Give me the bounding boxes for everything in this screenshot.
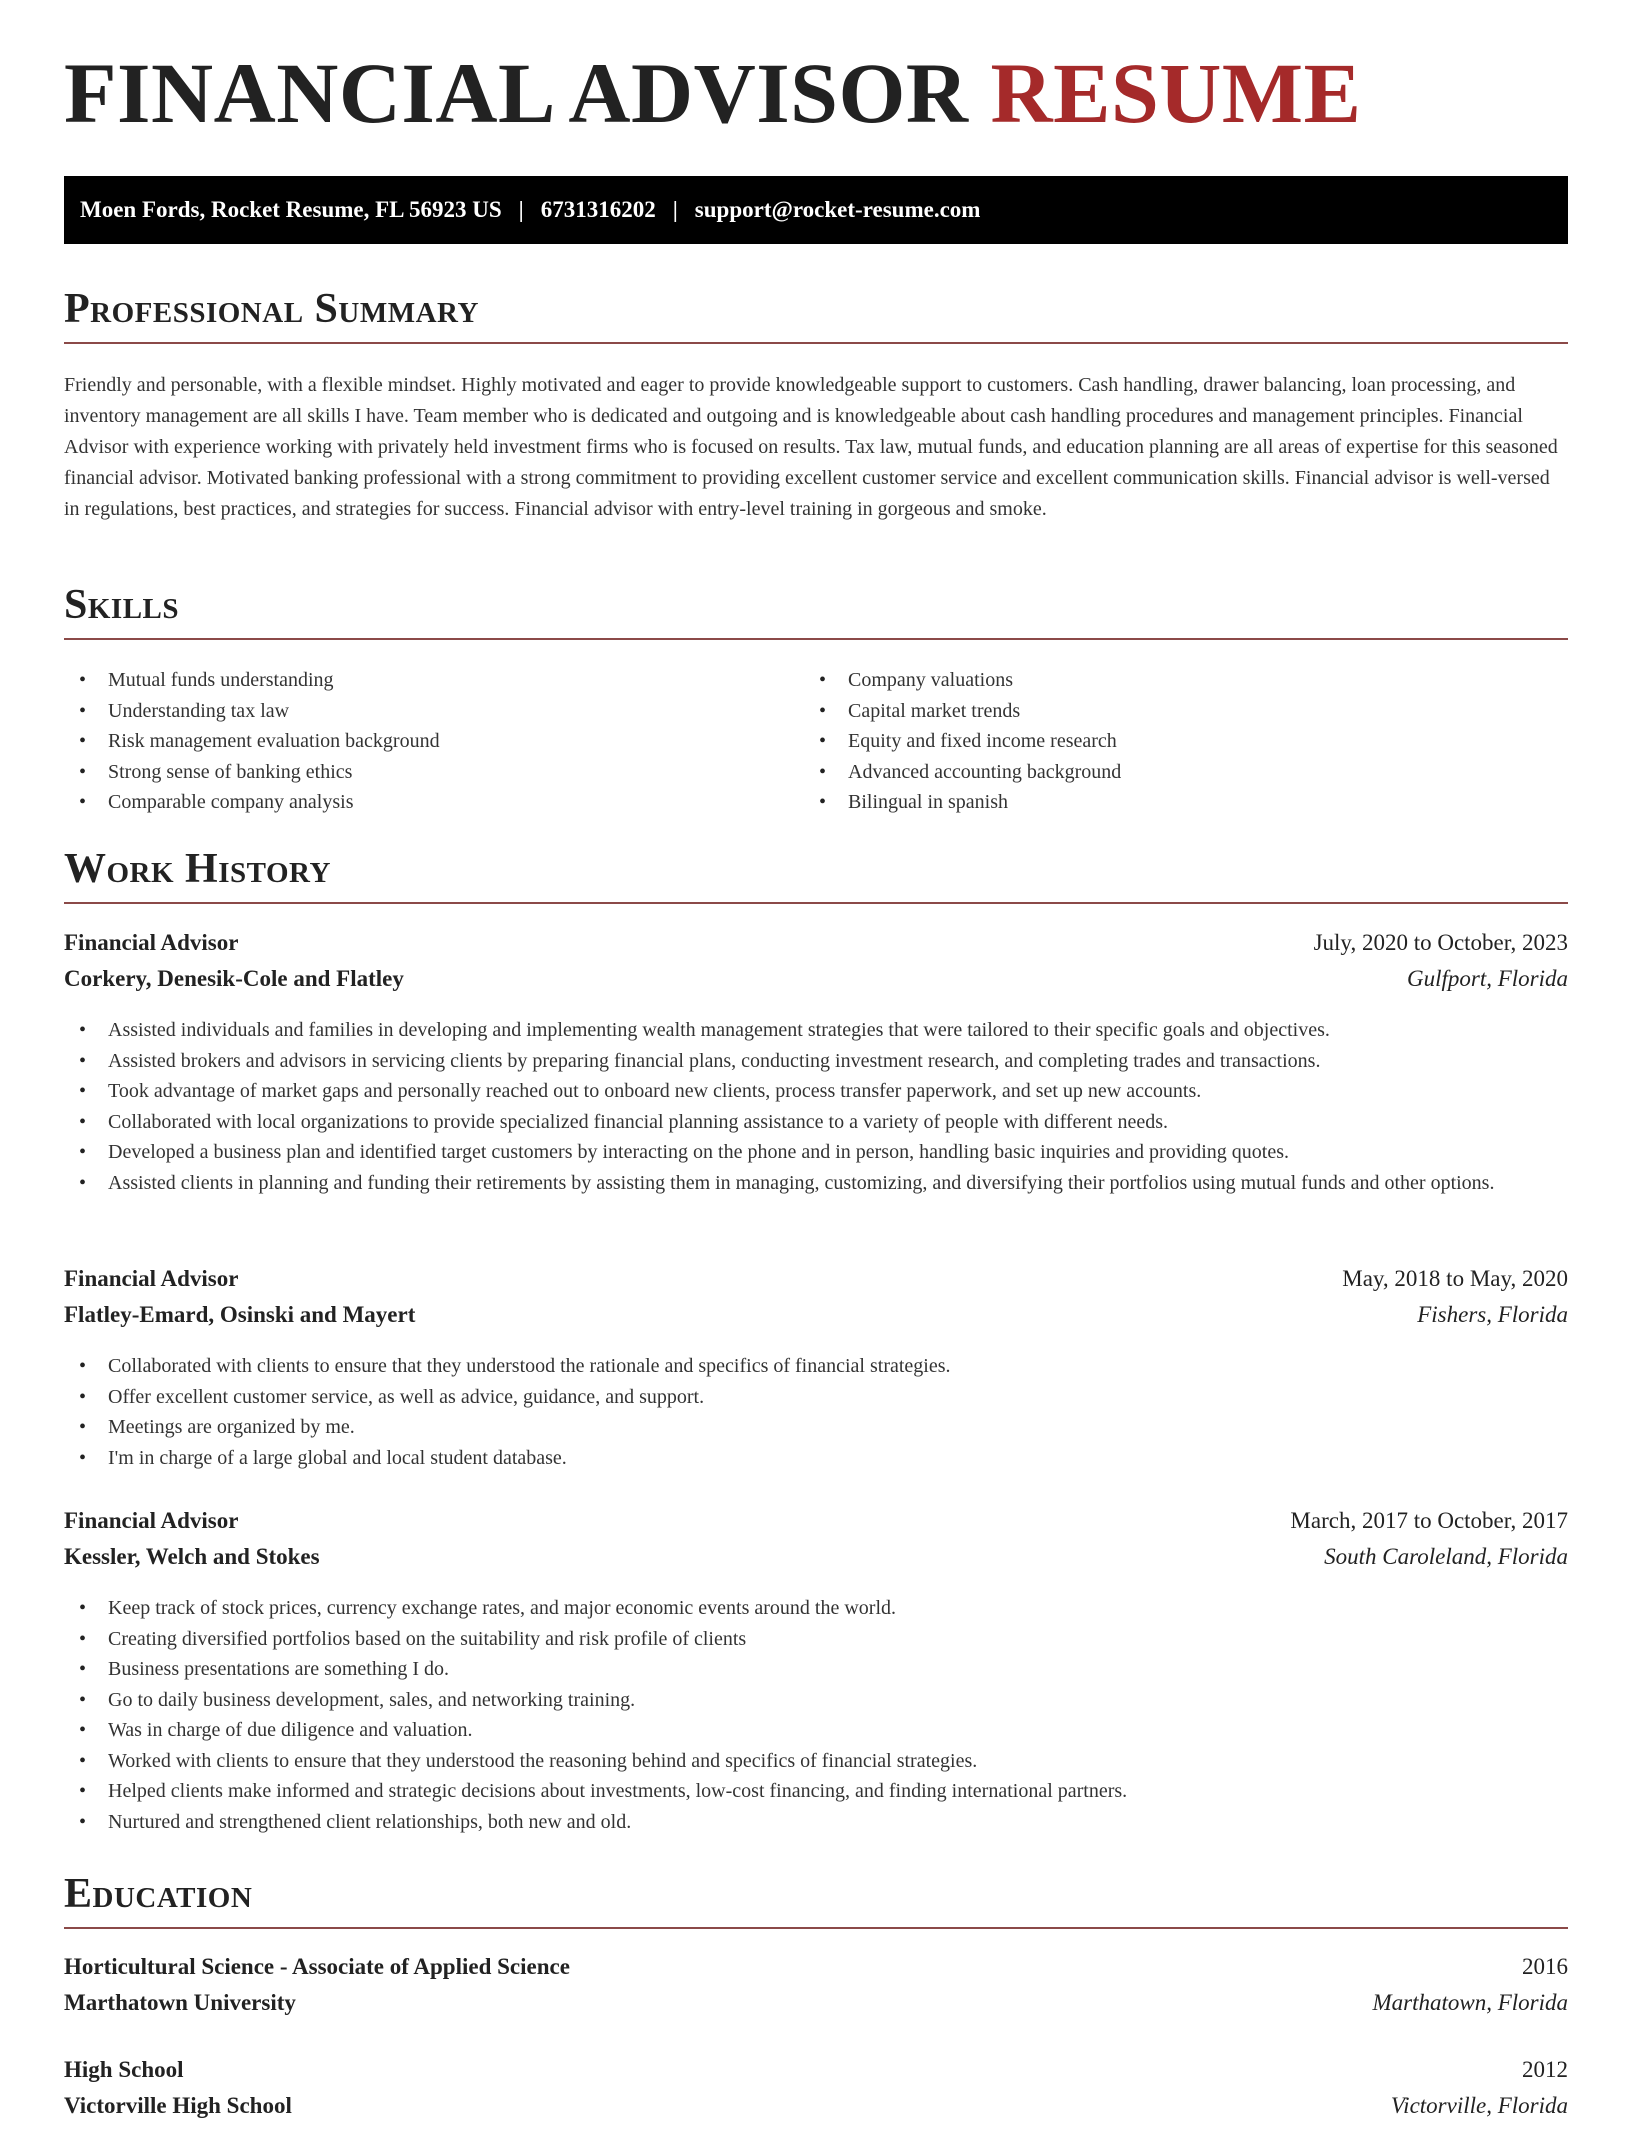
job-bullet: • Worked with clients to ensure that they understood the reasoning behind and specifics of financial strategies.	[64, 1746, 1568, 1777]
contact-phone: 6731316202	[540, 197, 656, 222]
skills-column-left	[64, 665, 804, 818]
contact-address: Moen Fords, Rocket Resume, FL 56923 US	[80, 197, 502, 222]
job-entry	[64, 1508, 1568, 1837]
job-bullet: • Assisted clients in planning and funding their retirements by assisting them in managing, customizing, and diversifying their portfolios using mutual funds and other options.	[64, 1168, 1568, 1199]
job-entry	[64, 930, 1568, 1198]
job-bullet: • Creating diversified portfolios based on the suitability and risk profile of clients	[64, 1624, 1568, 1655]
education-entry	[64, 1954, 1568, 2026]
contact-separator: |	[518, 197, 524, 222]
job-subheader	[64, 1302, 1568, 1338]
title-accent: RESUME	[990, 45, 1362, 141]
skill-item: • Understanding tax law	[64, 696, 804, 727]
job-bullets	[64, 1351, 1568, 1473]
education-year: 2012	[1522, 2057, 1568, 2082]
job-title: Financial Advisor	[64, 1266, 239, 1291]
job-header	[64, 1508, 1568, 1544]
job-bullet: • I'm in charge of a large global and local student database.	[64, 1443, 1568, 1474]
contact-info	[64, 197, 980, 223]
education-year: 2016	[1522, 1954, 1568, 1979]
job-bullet: • Developed a business plan and identified target customers by interacting on the phone and in person, handling basic inquiries and providing quotes.	[64, 1137, 1568, 1168]
education-header	[64, 1954, 1568, 1990]
job-bullet: • Collaborated with clients to ensure that they understood the rationale and specifics of financial strategies.	[64, 1351, 1568, 1382]
job-bullet: • Offer excellent customer service, as well as advice, guidance, and support.	[64, 1382, 1568, 1413]
job-bullet: • Assisted individuals and families in developing and implementing wealth management strategies that were tailored to their specific goals and objectives.	[64, 1015, 1568, 1046]
contact-bar	[64, 176, 1568, 244]
job-company: Flatley-Emard, Osinski and Mayert	[64, 1302, 416, 1327]
job-bullet: • Business presentations are something I do.	[64, 1654, 1568, 1685]
job-bullets	[64, 1593, 1568, 1837]
education-degree: Horticultural Science - Associate of Applied Science	[64, 1954, 570, 1979]
job-company: Kessler, Welch and Stokes	[64, 1544, 320, 1569]
job-bullet: • Took advantage of market gaps and personally reached out to onboard new clients, process transfer paperwork, and set up new accounts.	[64, 1076, 1568, 1107]
skills-column-right	[804, 665, 1544, 818]
job-bullet: • Collaborated with local organizations to provide specialized financial planning assistance to a variety of people with different needs.	[64, 1107, 1568, 1138]
skill-item: • Risk management evaluation background	[64, 726, 804, 757]
job-location: South Caroleland, Florida	[1324, 1544, 1568, 1569]
job-company: Corkery, Denesik-Cole and Flatley	[64, 966, 404, 991]
education-subheader	[64, 2093, 1568, 2129]
skill-item: • Mutual funds understanding	[64, 665, 804, 696]
job-dates: July, 2020 to October, 2023	[1313, 930, 1568, 955]
job-dates: May, 2018 to May, 2020	[1342, 1266, 1568, 1291]
summary-text: Friendly and personable, with a flexible mindset. Highly motivated and eager to provide knowledgeable support to customers. Cash handling, drawer balancing, loan processing, and inventory management are all skills I have. Team member who is dedicated and outgoing and is knowledgeable about cash handling procedures and management principles. Financial Advisor with experience working with privately held investment firms who is focused on results. Tax law, mutual funds, and education planning are all areas of expertise for this seasoned financial advisor. Motivated banking professional with a strong commitment to providing excellent customer service and excellent communication skills. Financial advisor is well-versed in regulations, best practices, and strategies for success. Financial advisor with entry-level training in gorgeous and smoke.	[64, 374, 1558, 520]
education-location: Victorville, Florida	[1390, 2093, 1568, 2118]
title-main: FINANCIAL ADVISOR	[64, 45, 969, 141]
job-bullet: • Was in charge of due diligence and valuation.	[64, 1715, 1568, 1746]
job-bullet: • Meetings are organized by me.	[64, 1412, 1568, 1443]
job-location: Gulfport, Florida	[1406, 966, 1568, 991]
skill-item: • Capital market trends	[804, 696, 1544, 727]
education-location: Marthatown, Florida	[1372, 1990, 1568, 2015]
job-header	[64, 930, 1568, 966]
education-subheader	[64, 1990, 1568, 2026]
skills-list	[64, 665, 1568, 818]
resume-title	[64, 45, 1362, 141]
contact-separator: |	[672, 197, 678, 222]
skill-item: • Bilingual in spanish	[804, 787, 1544, 818]
section-heading-education: Education	[64, 1871, 1568, 1929]
job-subheader	[64, 966, 1568, 1002]
education-entry	[64, 2057, 1568, 2129]
job-bullet: • Keep track of stock prices, currency exchange rates, and major economic events around the world.	[64, 1593, 1568, 1624]
education-school: Victorville High School	[64, 2093, 292, 2118]
job-subheader	[64, 1544, 1568, 1580]
job-title: Financial Advisor	[64, 930, 239, 955]
job-bullets	[64, 1015, 1568, 1198]
job-location: Fishers, Florida	[1417, 1302, 1568, 1327]
section-heading-skills: Skills	[64, 582, 1568, 640]
education-header	[64, 2057, 1568, 2093]
contact-email: support@rocket-resume.com	[694, 197, 981, 222]
education-degree: High School	[64, 2057, 184, 2082]
section-heading-work-history: Work History	[64, 846, 1568, 904]
job-bullet: • Assisted brokers and advisors in servicing clients by preparing financial plans, conducting investment research, and completing trades and transactions.	[64, 1046, 1568, 1077]
skill-item: • Equity and fixed income research	[804, 726, 1544, 757]
job-dates: March, 2017 to October, 2017	[1290, 1508, 1568, 1533]
skill-item: • Advanced accounting background	[804, 757, 1544, 788]
job-bullet: • Helped clients make informed and strategic decisions about investments, low-cost financing, and finding international partners.	[64, 1776, 1568, 1807]
skill-item: • Strong sense of banking ethics	[64, 757, 804, 788]
job-entry	[64, 1266, 1568, 1473]
skill-item: • Company valuations	[804, 665, 1544, 696]
job-title: Financial Advisor	[64, 1508, 239, 1533]
job-header	[64, 1266, 1568, 1302]
skill-item: • Comparable company analysis	[64, 787, 804, 818]
education-school: Marthatown University	[64, 1990, 296, 2015]
job-bullet: • Nurtured and strengthened client relationships, both new and old.	[64, 1807, 1568, 1838]
section-heading-summary: Professional Summary	[64, 286, 1568, 344]
job-bullet: • Go to daily business development, sales, and networking training.	[64, 1685, 1568, 1716]
